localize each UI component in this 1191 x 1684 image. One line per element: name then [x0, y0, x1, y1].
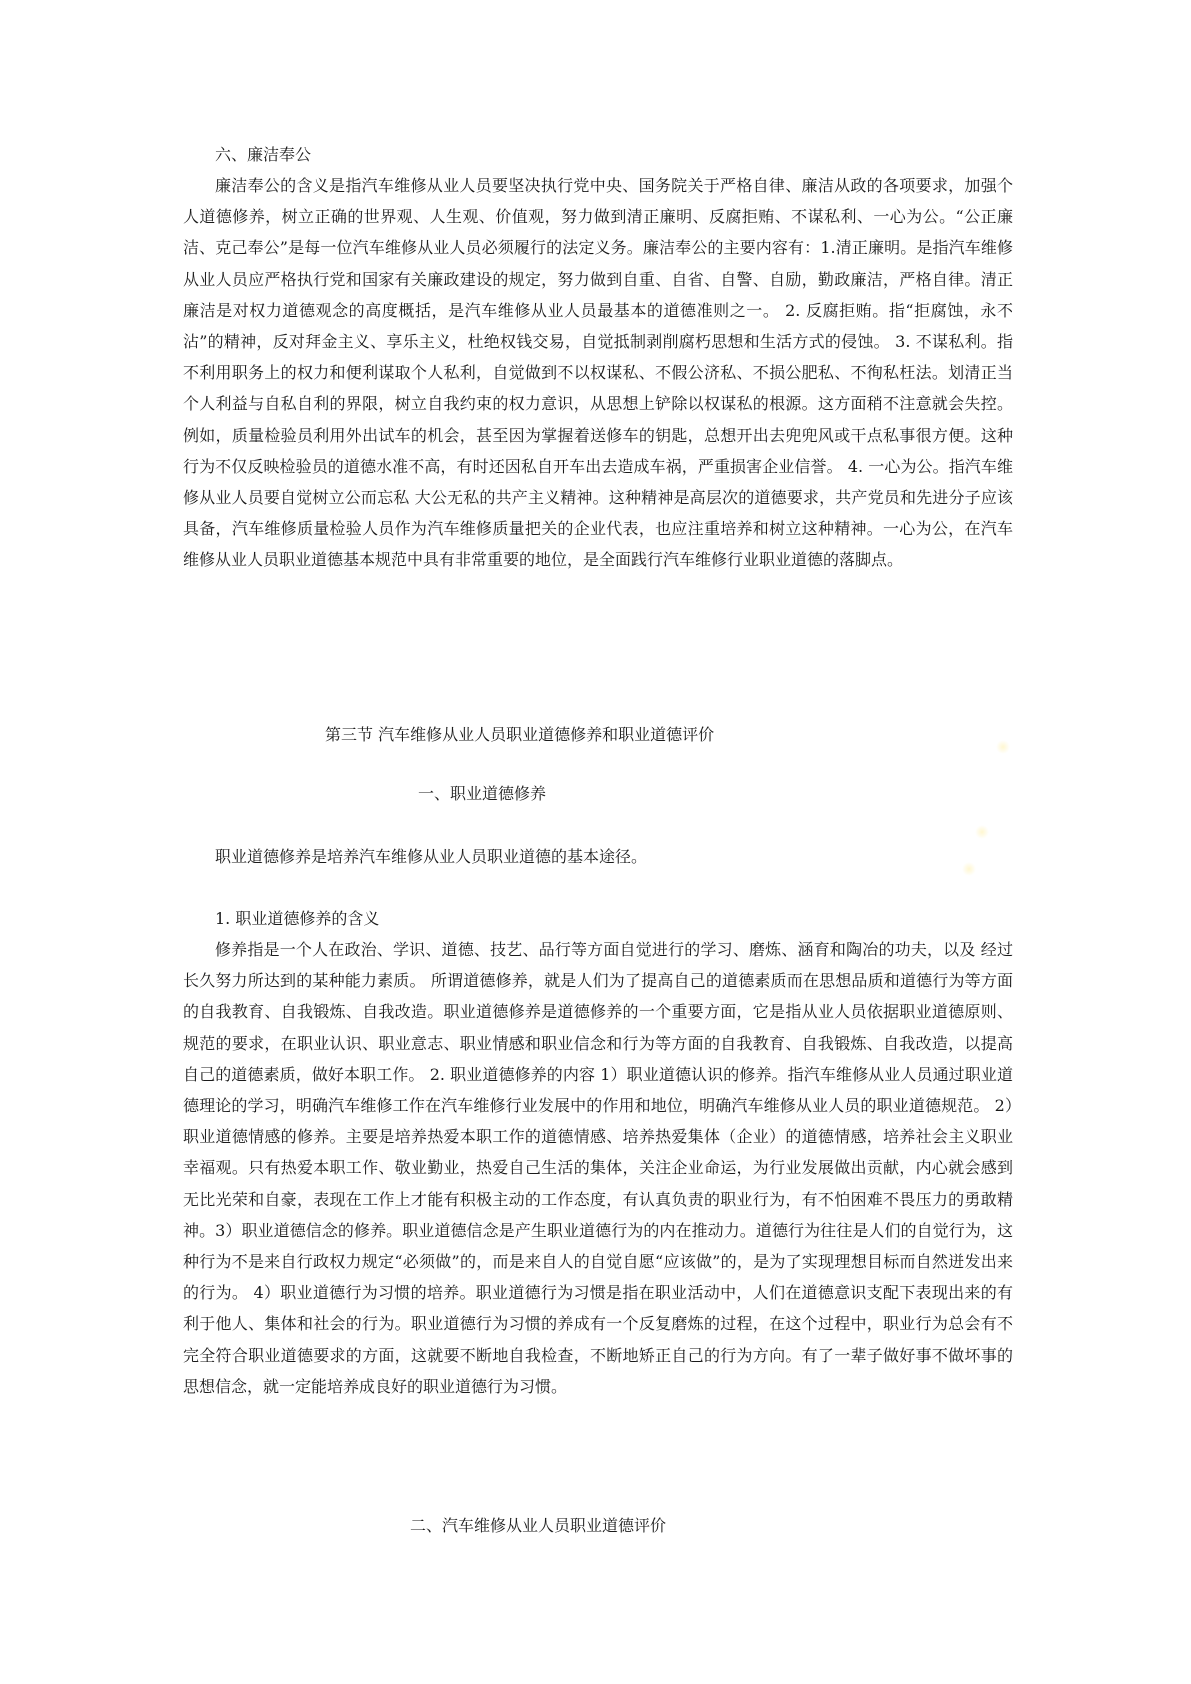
subsection-heading: 一、职业道德修养 — [418, 784, 547, 803]
section-lianjie-fenggong — [183, 140, 1013, 576]
scan-speck — [962, 862, 976, 876]
section-paragraph: 廉洁奉公的含义是指汽车维修从业人员要坚决执行党中央、国务院关于严格自律、廉洁从政的各项要求，加强个人道德修养，树立正确的世界观、人生观、价值观，努力做到清正廉明、反腐拒贿、不谋私利、一心为公。“公正廉洁、克己奉公”是每一位汽车维修从业人员必须履行的法定义务。廉洁奉公的主要内容有：1.清正廉明。是指汽车维修从业人员应严格执行党和国家有关廉政建设的规定，努力做到自重、自省、自警、自励，勤政廉洁，严格自律。清正廉洁是对权力道德观念的高度概括，是汽车维修从业人员最基本的道德准则之一。 2. 反腐拒贿。指“拒腐蚀，永不沾”的精神，反对拜金主义、享乐主义，杜绝权钱交易，自觉抵制剥削腐朽思想和生活方式的侵蚀。 3. 不谋私利。指不利用职务上的权力和便利谋取个人私利，自觉做到不以权谋私、不假公济私、不损公肥私、不徇私枉法。划清正当个人利益与自私自利的界限，树立自我约束的权力意识，从思想上铲除以权谋私的根源。这方面稍不注意就会失控。例如，质量检验员利用外出试车的机会，甚至因为掌握着送修车的钥匙，总想开出去兜兜风或干点私事很方便。这种行为不仅反映检验员的道德水准不高，有时还因私自开车出去造成车祸，严重损害企业信誉。 4. 一心为公。指汽车维修从业人员要自觉树立公而忘私 大公无私的共产主义精神。这种精神是高层次的道德要求，共产党员和先进分子应该具备，汽车维修质量检验人员作为汽车维修质量把关的企业代表，也应注重培养和树立这种精神。一心为公，在汽车维修从业人员职业道德基本规范中具有非常重要的地位，是全面践行汽车维修行业职业道德的落脚点。 — [183, 176, 1013, 570]
item-heading: 1. 职业道德修养的含义 — [215, 909, 380, 928]
scan-speck — [996, 740, 1010, 754]
subsection-heading-2: 二、汽车维修从业人员职业道德评价 — [410, 1516, 667, 1535]
subsection-body — [183, 904, 1013, 1402]
intro-paragraph: 职业道德修养是培养汽车维修从业人员职业道德的基本途径。 — [215, 847, 648, 866]
body-paragraph: 修养指是一个人在政治、学识、道德、技艺、品行等方面自觉进行的学习、磨炼、涵育和陶冶的功夫，以及 经过长久努力所达到的某种能力素质。 所谓道德修养，就是人们为了提高自己的道德素质而在思想品质和道德行为等方面的自我教育、自我锻炼、自我改造。职业道德修养是道德修养的一个重要方面，它是指从业人员依据职业道德原则、规范的要求，在职业认识、职业意志、职业情感和职业信念和行为等方面的自我教育、自我锻炼、自我改造，以提高自己的道德素质，做好本职工作。 2. 职业道德修养的内容 1）职业道德认识的修养。指汽车维修从业人员通过职业道德理论的学习，明确汽车维修工作在汽车维修行业发展中的作用和地位，明确汽车维修从业人员的职业道德规范。 2）职业道德情感的修养。主要是培养热爱本职工作的道德情感、培养热爱集体（企业）的道德情感，培养社会主义职业幸福观。只有热爱本职工作、敬业勤业，热爱自己生活的集体，关注企业命运，为行业发展做出贡献，内心就会感到无比光荣和自豪，表现在工作上才能有积极主动的工作态度，有认真负责的职业行为，有不怕困难不畏压力的勇敢精神。3）职业道德信念的修养。职业道德信念是产生职业道德行为的内在推动力。道德行为往往是人们的自觉行为，这种行为不是来自行政权力规定“必须做”的，而是来自人的自觉自愿“应该做”的，是为了实现理想目标而自然迸发出来的行为。 4）职业道德行为习惯的培养。职业道德行为习惯是指在职业活动中，人们在道德意识支配下表现出来的有利于他人、集体和社会的行为。职业道德行为习惯的养成有一个反复磨炼的过程，在这个过程中，职业行为总会有不完全符合职业道德要求的方面，这就要不断地自我检查，不断地矫正自己的行为方向。有了一辈子做好事不做坏事的思想信念，就一定能培养成良好的职业道德行为习惯。 — [183, 940, 1013, 1396]
subsection-intro — [183, 842, 1013, 872]
scan-speck — [975, 825, 989, 839]
chapter-section-title: 第三节 汽车维修从业人员职业道德修养和职业道德评价 — [325, 725, 715, 744]
section-heading: 六、廉洁奉公 — [215, 145, 312, 164]
